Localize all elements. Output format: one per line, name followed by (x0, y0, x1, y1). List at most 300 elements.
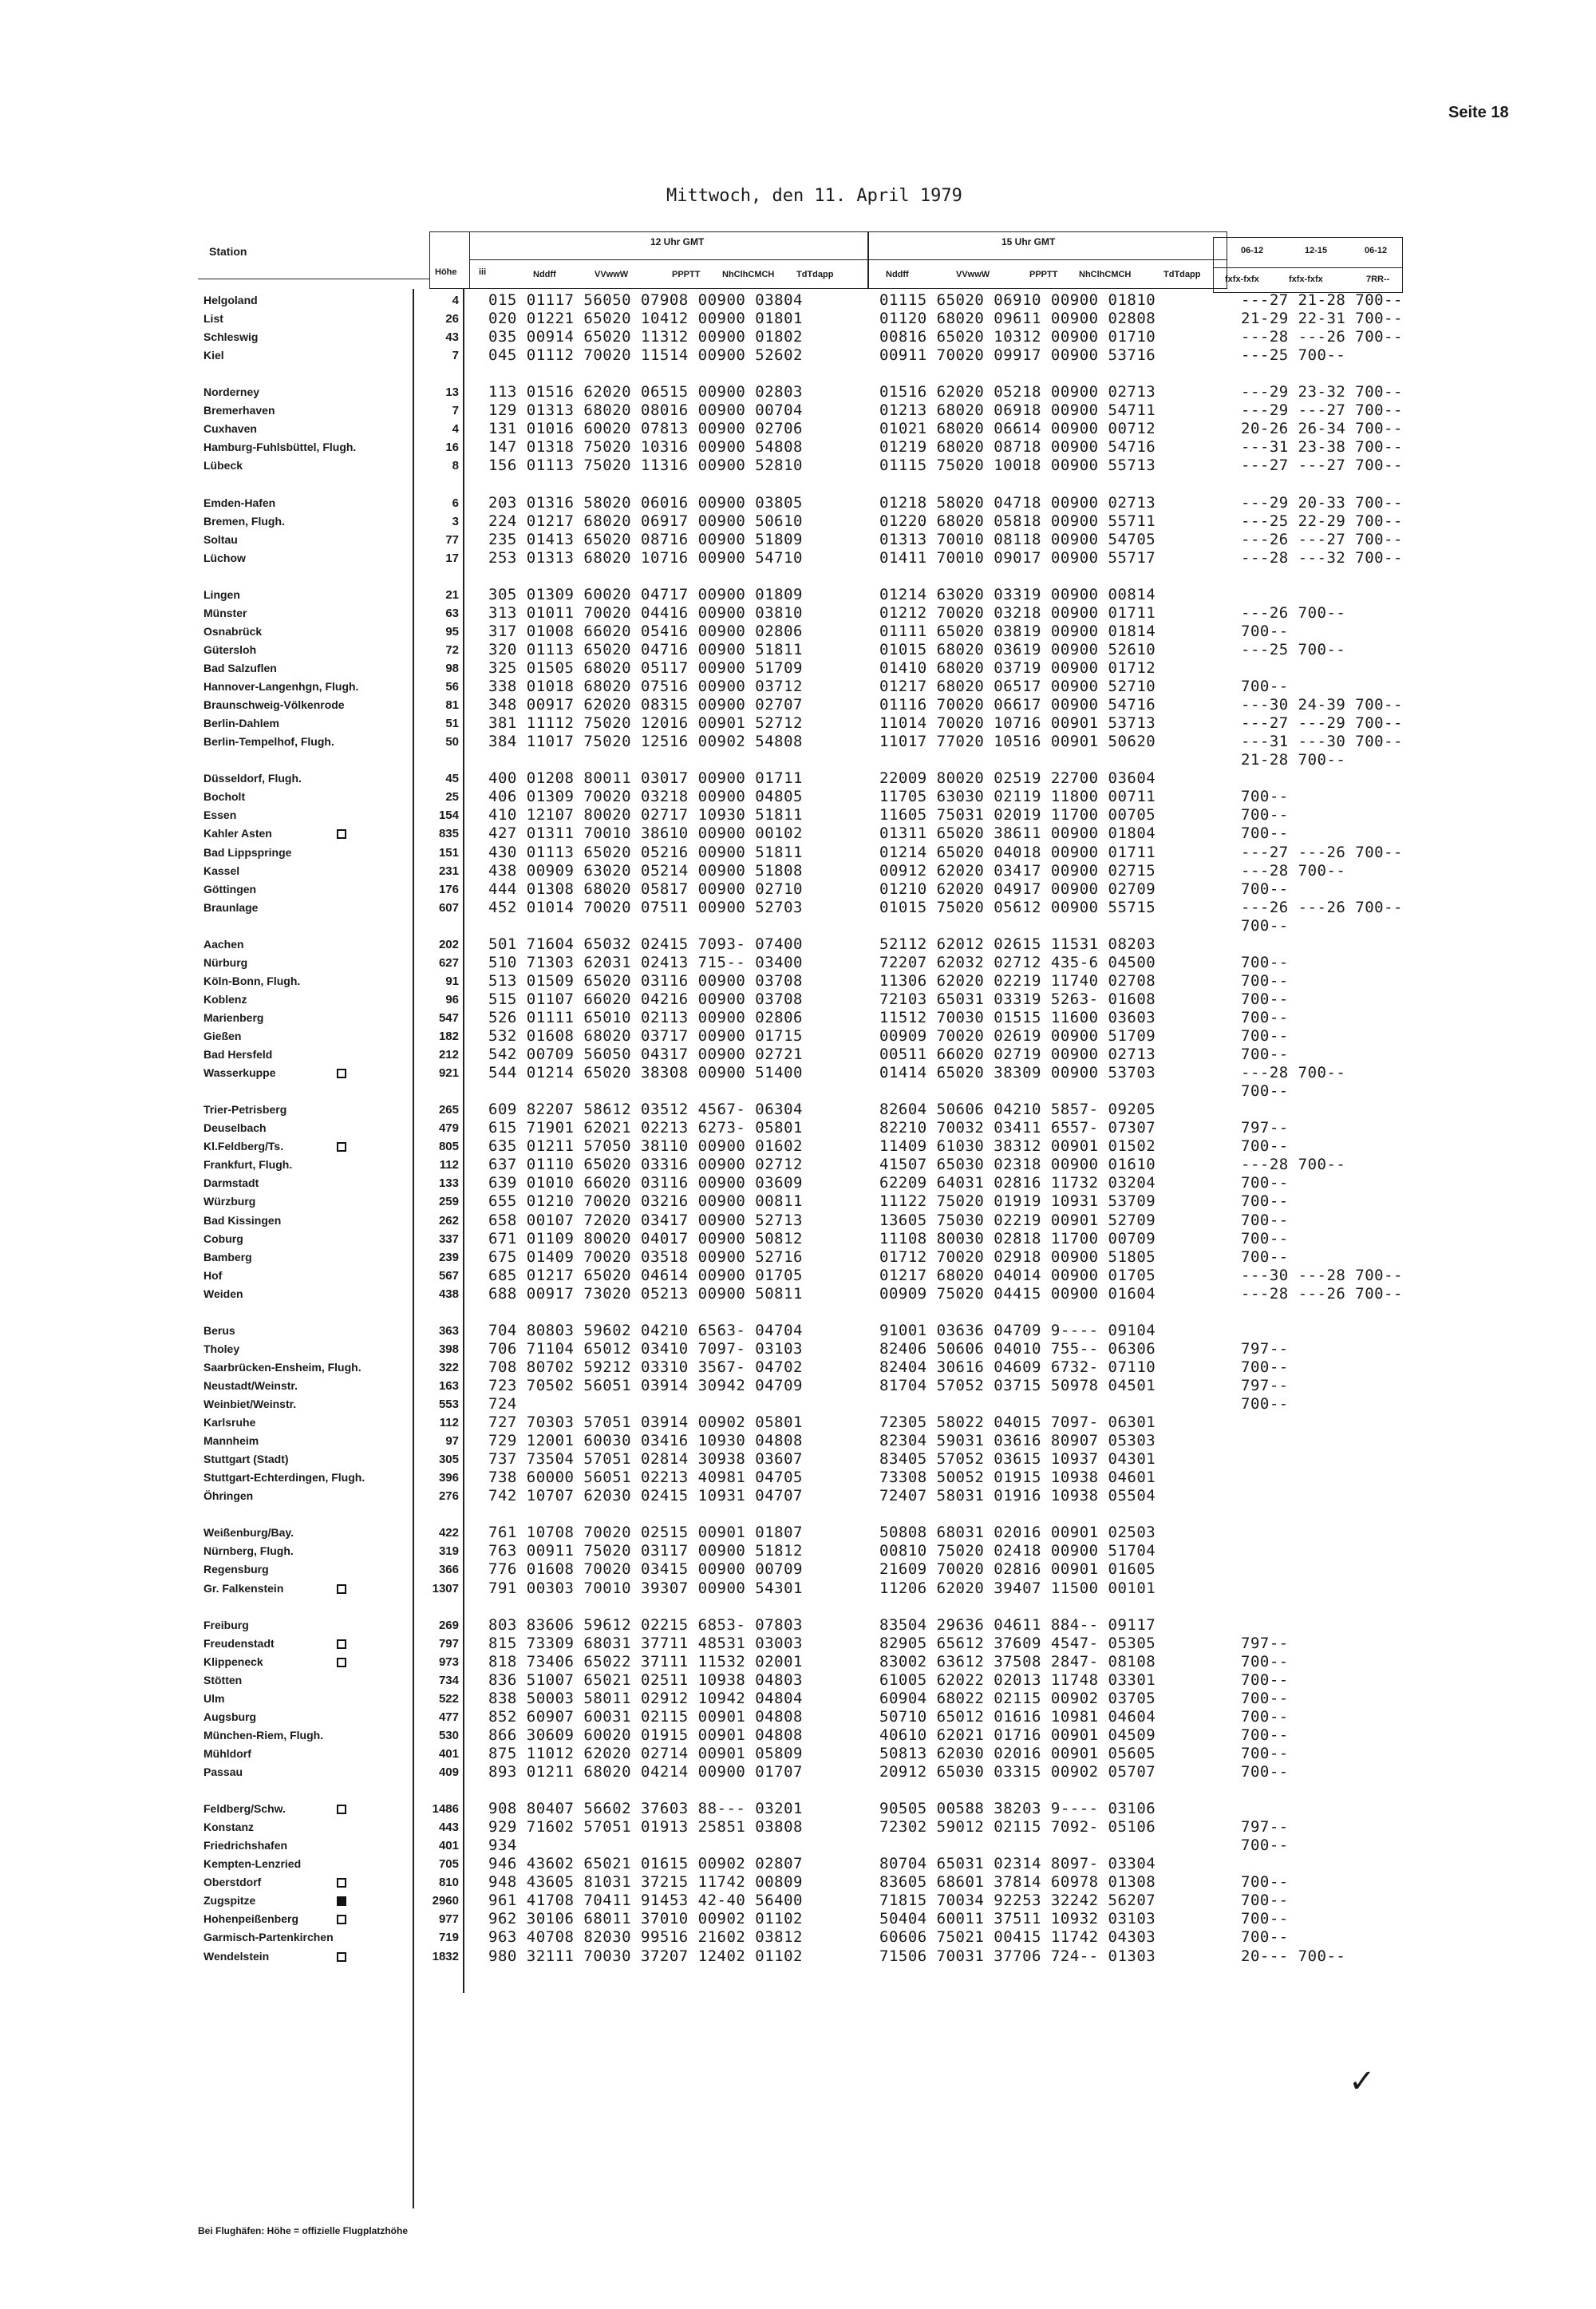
obs-15utc: 00912 62020 03417 00900 02715 (879, 861, 1156, 880)
mountain-station-marker (337, 1878, 346, 1888)
station-name: Wendelstein (203, 1949, 270, 1963)
station-height: 16 (445, 441, 459, 455)
station-height: 176 (438, 882, 459, 896)
table-row (0, 1505, 1596, 1524)
obs-15utc: 01214 65020 04018 00900 01711 (879, 843, 1156, 861)
obs-15utc: 72302 59012 02115 7092- 05106 (879, 1818, 1156, 1837)
station-name: Lingen (203, 587, 240, 601)
station-height: 627 (438, 955, 459, 970)
right-sub-2: fxfx-fxfx (1289, 275, 1323, 284)
station-name: Mannheim (203, 1434, 259, 1448)
station-name: Augsburg (203, 1710, 257, 1723)
right-col-1: 06-12 (1241, 246, 1264, 255)
station-name: Bremerhaven (203, 404, 275, 417)
obs-15utc: 00911 70020 09917 00900 53716 (879, 346, 1156, 365)
station-name: Hannover-Langenhgn, Flugh. (203, 680, 359, 694)
station-height: 977 (438, 1912, 459, 1927)
obs-12utc: 875 11012 62020 02714 00901 05809 (488, 1744, 803, 1762)
table-row (0, 788, 1596, 806)
right-col-2: 12-15 (1305, 246, 1328, 255)
obs-15utc: 50813 62030 02016 00901 05605 (879, 1744, 1156, 1762)
table-row (0, 420, 1596, 438)
extremes: ---27 ---27 700-- (1241, 457, 1403, 475)
obs-15utc: 90505 00588 38203 9---- 03106 (879, 1800, 1156, 1818)
obs-12utc: 724 (488, 1395, 517, 1413)
table-row (0, 1671, 1596, 1690)
table-row (0, 1064, 1596, 1082)
obs-15utc: 20912 65030 03315 00902 05707 (879, 1763, 1156, 1781)
station-name: Konstanz (203, 1821, 254, 1834)
station-height: 797 (438, 1636, 459, 1651)
obs-15utc: 82304 59031 03616 80907 05303 (879, 1432, 1156, 1450)
table-row (0, 659, 1596, 678)
station-height: 337 (438, 1232, 459, 1246)
table-row (0, 1947, 1596, 1966)
station-height: 366 (438, 1563, 459, 1577)
extremes: 700-- (1241, 880, 1289, 898)
table-row (0, 1432, 1596, 1450)
station-name: München-Riem, Flugh. (203, 1728, 324, 1742)
mountain-station-marker (337, 1952, 346, 1962)
mountain-station-marker (337, 1805, 346, 1814)
obs-12utc: 948 43605 81031 37215 11742 00809 (488, 1873, 803, 1892)
table-row (0, 1082, 1596, 1101)
col15-vvwww: VVwwW (956, 270, 990, 279)
date-header: Mittwoch, den 11. April 1979 (666, 186, 962, 206)
extremes: ---26 ---27 700-- (1241, 530, 1403, 548)
station-name: Weiden (203, 1287, 243, 1300)
obs-12utc: 675 01409 70020 03518 00900 52716 (488, 1247, 803, 1266)
table-row (0, 604, 1596, 623)
station-name: Braunschweig-Völkenrode (203, 698, 345, 712)
table-row (0, 1873, 1596, 1892)
station-height: 4 (452, 294, 459, 307)
obs-12utc: 325 01505 68020 05117 00900 51709 (488, 659, 803, 677)
extremes: 797-- (1241, 1376, 1289, 1394)
obs-15utc: 71506 70031 37706 724-- 01303 (879, 1947, 1156, 1965)
group12-header: 12 Uhr GMT (650, 236, 705, 247)
station-name: Kassel (203, 864, 240, 877)
station-name: Oberstdorf (203, 1876, 262, 1889)
station-height: 401 (438, 1746, 459, 1761)
station-name: Aachen (203, 937, 244, 951)
obs-12utc: 961 41708 70411 91453 42-40 56400 (488, 1892, 803, 1910)
station-height: 21 (445, 587, 459, 602)
obs-15utc: 01021 68020 06614 00900 00712 (879, 420, 1156, 438)
station-height: 212 (438, 1048, 459, 1062)
obs-15utc: 01218 58020 04718 00900 02713 (879, 493, 1156, 512)
extremes: ---28 700-- (1241, 1156, 1346, 1174)
extremes: 700-- (1241, 1211, 1289, 1229)
table-row (0, 383, 1596, 401)
obs-12utc: 156 01113 75020 11316 00900 52810 (488, 457, 803, 475)
station-name: Osnabrück (203, 624, 263, 638)
extremes: ---25 700-- (1241, 640, 1346, 658)
extremes: ---25 22-29 700-- (1241, 512, 1403, 530)
obs-15utc: 61005 62022 02013 11748 03301 (879, 1670, 1156, 1689)
station-height: 4 (452, 422, 459, 437)
page-number: Seite 18 (1448, 104, 1509, 121)
obs-12utc: 410 12107 80020 02717 10930 51811 (488, 806, 803, 824)
station-height: 231 (438, 864, 459, 878)
station-height: 8 (452, 459, 459, 473)
station-name: Freiburg (203, 1618, 249, 1631)
station-name: Stötten (203, 1673, 243, 1686)
station-name: Mühldorf (203, 1746, 251, 1760)
mountain-station-marker (337, 829, 346, 839)
station-name: Freudenstadt (203, 1636, 275, 1650)
obs-15utc: 11705 63030 02119 11800 00711 (879, 788, 1156, 806)
obs-12utc: 838 50003 58011 02912 10942 04804 (488, 1689, 803, 1707)
obs-15utc: 01115 75020 10018 00900 55713 (879, 457, 1156, 475)
station-name: Gütersloh (203, 642, 257, 656)
table-row (0, 1322, 1596, 1340)
obs-15utc: 01115 65020 06910 00900 01810 (879, 291, 1156, 309)
obs-15utc: 01219 68020 08718 00900 54716 (879, 438, 1156, 457)
extremes: 21-29 22-31 700-- (1241, 310, 1403, 328)
station-name: Bad Kissingen (203, 1213, 282, 1227)
obs-12utc: 253 01313 68020 10716 00900 54710 (488, 548, 803, 567)
obs-12utc: 803 83606 59612 02215 6853- 07803 (488, 1615, 803, 1634)
obs-15utc: 11512 70030 01515 11600 03603 (879, 1008, 1156, 1026)
station-height: 45 (445, 772, 459, 786)
obs-12utc: 045 01112 70020 11514 00900 52602 (488, 346, 803, 365)
table-row (0, 1524, 1596, 1542)
obs-15utc: 00909 75020 04415 00900 01604 (879, 1284, 1156, 1303)
obs-12utc: 946 43602 65021 01615 00902 02807 (488, 1855, 803, 1873)
table-row (0, 1009, 1596, 1027)
table-row (0, 1763, 1596, 1781)
station-name: Münster (203, 606, 247, 619)
table-row (0, 346, 1596, 365)
station-height: 921 (438, 1066, 459, 1081)
station-name: Göttingen (203, 882, 257, 896)
obs-15utc: 01410 68020 03719 00900 01712 (879, 659, 1156, 677)
obs-12utc: 430 01113 65020 05216 00900 51811 (488, 843, 803, 861)
station-name: Bad Hersfeld (203, 1048, 273, 1062)
table-row (0, 291, 1596, 310)
extremes: ---28 700-- (1241, 1064, 1346, 1082)
obs-12utc: 384 11017 75020 12516 00902 54808 (488, 733, 803, 751)
table-row (0, 696, 1596, 714)
extremes: ---27 21-28 700-- (1241, 291, 1403, 309)
extremes: 700-- (1241, 1892, 1289, 1910)
station-height: 269 (438, 1618, 459, 1632)
table-row (0, 1212, 1596, 1230)
station-name: Öhringen (203, 1489, 254, 1503)
extremes: 700-- (1241, 806, 1289, 824)
station-name: Bad Salzuflen (203, 662, 277, 674)
table-row (0, 1230, 1596, 1248)
station-height: 835 (438, 827, 459, 841)
station-height: 479 (438, 1121, 459, 1136)
obs-12utc: 980 32111 70030 37207 12402 01102 (488, 1947, 803, 1965)
obs-12utc: 542 00709 56050 04317 00900 02721 (488, 1046, 803, 1064)
obs-15utc: 01411 70010 09017 00900 55717 (879, 548, 1156, 567)
obs-12utc: 224 01217 68020 06917 00900 50610 (488, 512, 803, 530)
table-row (0, 678, 1596, 696)
obs-12utc: 305 01309 60020 04717 00900 01809 (488, 585, 803, 603)
extremes: 700-- (1241, 1726, 1289, 1744)
extremes: 700-- (1241, 1247, 1289, 1266)
table-row (0, 806, 1596, 824)
extremes: ---31 23-38 700-- (1241, 438, 1403, 457)
mountain-station-marker (337, 1142, 346, 1152)
obs-12utc: 729 12001 60030 03416 10930 04808 (488, 1432, 803, 1450)
extremes: 700-- (1241, 1229, 1289, 1247)
obs-15utc: 82604 50606 04210 5857- 09205 (879, 1101, 1156, 1119)
station-name: Ulm (203, 1691, 225, 1705)
station-height: 13 (445, 385, 459, 400)
station-name: Stuttgart (Stadt) (203, 1453, 289, 1466)
table-row (0, 567, 1596, 586)
extremes: 700-- (1241, 1027, 1289, 1045)
obs-12utc: 381 11112 75020 12016 00901 52712 (488, 714, 803, 733)
col12-nddff: Nddff (533, 270, 556, 279)
station-name: Bremen, Flugh. (203, 514, 285, 528)
station-name: Lüchow (203, 551, 246, 564)
obs-12utc: 131 01016 60020 07813 00900 02706 (488, 420, 803, 438)
obs-12utc: 515 01107 66020 04216 00900 03708 (488, 990, 803, 1008)
obs-12utc: 727 70303 57051 03914 00902 05801 (488, 1413, 803, 1432)
obs-12utc: 908 80407 56602 37603 88--- 03201 (488, 1800, 803, 1818)
col12-tdtdapp: TdTdapp (796, 270, 834, 279)
obs-15utc: 01313 70010 08118 00900 54705 (879, 530, 1156, 548)
station-height: 973 (438, 1655, 459, 1669)
obs-15utc: 82404 30616 04609 6732- 07110 (879, 1358, 1156, 1376)
table-row (0, 1598, 1596, 1616)
mountain-station-marker (337, 1896, 346, 1906)
table-row (0, 1413, 1596, 1432)
extremes: 797-- (1241, 1634, 1289, 1652)
table-row (0, 512, 1596, 531)
obs-15utc: 50808 68031 02016 00901 02503 (879, 1524, 1156, 1542)
station-name: Kl.Feldberg/Ts. (203, 1140, 284, 1153)
obs-12utc: 444 01308 68020 05817 00900 02710 (488, 880, 803, 898)
extremes: 700-- (1241, 1046, 1289, 1064)
table-row (0, 1487, 1596, 1505)
obs-15utc: 81704 57052 03715 50978 04501 (879, 1376, 1156, 1394)
obs-12utc: 815 73309 68031 37711 48531 03003 (488, 1634, 803, 1652)
station-height: 26 (445, 312, 459, 326)
station-name: Wasserkuppe (203, 1066, 276, 1080)
station-name: Weinbiet/Weinstr. (203, 1398, 297, 1410)
table-row (0, 844, 1596, 862)
obs-15utc: 01217 68020 04014 00900 01705 (879, 1266, 1156, 1284)
obs-12utc: 776 01608 70020 03415 00900 00709 (488, 1560, 803, 1579)
station-height: 17 (445, 551, 459, 565)
obs-12utc: 406 01309 70020 03218 00900 04805 (488, 788, 803, 806)
station-name: Berlin-Tempelhof, Flugh. (203, 735, 334, 749)
table-row (0, 1450, 1596, 1469)
station-name: Kempten-Lenzried (203, 1857, 302, 1871)
obs-15utc: 00511 66020 02719 00900 02713 (879, 1046, 1156, 1064)
station-height: 202 (438, 937, 459, 951)
station-name: Kahler Asten (203, 827, 272, 840)
obs-12utc: 313 01011 70020 04416 00900 03810 (488, 603, 803, 622)
table-row (0, 917, 1596, 935)
extremes: 700-- (1241, 1689, 1289, 1707)
extremes: ---26 ---26 700-- (1241, 898, 1403, 916)
table-row (0, 1635, 1596, 1653)
obs-15utc: 01220 68020 05818 00900 55711 (879, 512, 1156, 530)
station-height: 97 (445, 1434, 459, 1449)
extremes: 700-- (1241, 1763, 1289, 1781)
extremes: 700-- (1241, 1928, 1289, 1947)
station-height: 25 (445, 790, 459, 805)
obs-12utc: 615 71901 62021 02213 6273- 05801 (488, 1119, 803, 1137)
station-name: Saarbrücken-Ensheim, Flugh. (203, 1360, 361, 1374)
obs-15utc: 13605 75030 02219 00901 52709 (879, 1211, 1156, 1229)
table-row (0, 438, 1596, 457)
station-name: Kiel (203, 349, 224, 362)
station-name: Emden-Hafen (203, 496, 276, 509)
station-height: 705 (438, 1857, 459, 1872)
obs-12utc: 742 10707 62030 02415 10931 04707 (488, 1487, 803, 1505)
obs-15utc: 01712 70020 02918 00900 51805 (879, 1247, 1156, 1266)
extremes: ---28 ---26 700-- (1241, 1284, 1403, 1303)
obs-15utc: 01120 68020 09611 00900 02808 (879, 310, 1156, 328)
station-name: Düsseldorf, Flugh. (203, 772, 302, 785)
station-height: 276 (438, 1489, 459, 1504)
table-row (0, 1192, 1596, 1211)
extremes: 700-- (1241, 1358, 1289, 1376)
station-height: 51 (445, 717, 459, 731)
obs-12utc: 452 01014 70020 07511 00900 52703 (488, 898, 803, 916)
table-row (0, 641, 1596, 659)
obs-15utc: 01213 68020 06918 00900 54711 (879, 401, 1156, 420)
obs-12utc: 763 00911 75020 03117 00900 51812 (488, 1542, 803, 1560)
station-height: 7 (452, 404, 459, 418)
station-height: 72 (445, 642, 459, 657)
station-height: 398 (438, 1342, 459, 1356)
station-name: Hamburg-Fuhlsbüttel, Flugh. (203, 441, 357, 454)
obs-12utc: 526 01111 65010 02113 00900 02806 (488, 1008, 803, 1026)
table-row (0, 1708, 1596, 1726)
station-height: 719 (438, 1931, 459, 1945)
station-height: 50 (445, 735, 459, 749)
station-height: 265 (438, 1103, 459, 1117)
obs-15utc: 01210 62020 04917 00900 02709 (879, 880, 1156, 898)
obs-15utc: 72103 65031 03319 5263- 01608 (879, 990, 1156, 1008)
obs-12utc: 737 73504 57051 02814 30938 03607 (488, 1450, 803, 1469)
station-height: 56 (445, 680, 459, 694)
table-row (0, 1910, 1596, 1928)
table-row (0, 1892, 1596, 1910)
station-name: Bad Lippspringe (203, 845, 292, 859)
station-height: 112 (439, 1158, 459, 1172)
station-height: 1486 (432, 1802, 459, 1817)
station-height: 259 (438, 1195, 459, 1209)
station-height: 305 (438, 1453, 459, 1467)
obs-15utc: 71815 70034 92253 32242 56207 (879, 1892, 1156, 1910)
station-name: List (203, 312, 223, 326)
station-height: 409 (438, 1765, 459, 1779)
group15-header: 15 Uhr GMT (1001, 236, 1056, 247)
extremes: ---27 ---26 700-- (1241, 843, 1403, 861)
station-name: Stuttgart-Echterdingen, Flugh. (203, 1471, 365, 1485)
col12-ppptt: PPPTT (672, 270, 701, 279)
obs-15utc: 82210 70032 03411 6557- 07307 (879, 1119, 1156, 1137)
station-name: Klippeneck (203, 1655, 263, 1668)
station-name: Coburg (203, 1232, 243, 1245)
extremes: 700-- (1241, 788, 1289, 806)
obs-12utc: 934 (488, 1837, 517, 1855)
obs-12utc: 639 01010 66020 03116 00900 03609 (488, 1174, 803, 1192)
extremes: ---29 ---27 700-- (1241, 401, 1403, 420)
table-row (0, 1340, 1596, 1358)
extremes: 700-- (1241, 1192, 1289, 1211)
obs-12utc: 635 01211 57050 38110 00900 01602 (488, 1137, 803, 1156)
extremes: 700-- (1241, 622, 1289, 640)
station-name: Darmstadt (203, 1176, 259, 1190)
table-row (0, 899, 1596, 917)
obs-12utc: 348 00917 62020 08315 00900 02707 (488, 696, 803, 714)
obs-15utc: 50710 65012 01616 10981 04604 (879, 1707, 1156, 1726)
station-name: Frankfurt, Flugh. (203, 1158, 293, 1172)
obs-15utc: 60606 75021 00415 11742 04303 (879, 1928, 1156, 1947)
station-name: Nürburg (203, 955, 248, 969)
station-height: 91 (445, 974, 459, 988)
station-height: 734 (438, 1673, 459, 1687)
obs-12utc: 963 40708 82030 99516 21602 03812 (488, 1928, 803, 1947)
extremes: 20--- 700-- (1241, 1947, 1346, 1965)
obs-12utc: 532 01608 68020 03717 00900 01715 (488, 1027, 803, 1045)
mountain-station-marker (337, 1069, 346, 1078)
table-row (0, 972, 1596, 990)
obs-15utc: 60904 68022 02115 00902 03705 (879, 1689, 1156, 1707)
extremes: 700-- (1241, 1174, 1289, 1192)
station-height: 530 (438, 1728, 459, 1742)
obs-12utc: 761 10708 70020 02515 00901 01807 (488, 1524, 803, 1542)
table-row (0, 1119, 1596, 1137)
obs-12utc: 020 01221 65020 10412 00900 01801 (488, 310, 803, 328)
obs-15utc: 80704 65031 02314 8097- 03304 (879, 1855, 1156, 1873)
check-mark: ✓ (1349, 2064, 1376, 2099)
station-name: Zugspitze (203, 1894, 256, 1908)
extremes: 700-- (1241, 953, 1289, 971)
table-row (0, 1303, 1596, 1322)
station-name: Trier-Petrisberg (203, 1103, 287, 1117)
station-height: 322 (438, 1360, 459, 1374)
obs-15utc: 21609 70020 02816 00901 01605 (879, 1560, 1156, 1579)
station-height: 1832 (432, 1949, 459, 1963)
table-row (0, 1616, 1596, 1635)
obs-15utc: 01111 65020 03819 00900 01814 (879, 622, 1156, 640)
extremes: 700-- (1241, 1395, 1289, 1413)
extremes: 700-- (1241, 678, 1289, 696)
station-height: 2960 (432, 1894, 459, 1908)
obs-15utc: 22009 80020 02519 22700 03604 (879, 769, 1156, 788)
col15-tdtdapp: TdTdapp (1163, 270, 1201, 279)
obs-15utc: 00909 70020 02619 00900 51709 (879, 1027, 1156, 1045)
table-row (0, 1267, 1596, 1285)
station-height: 43 (445, 330, 459, 345)
table-row (0, 1469, 1596, 1487)
station-name: Neustadt/Weinstr. (203, 1378, 298, 1392)
obs-12utc: 400 01208 80011 03017 00900 01711 (488, 769, 803, 788)
obs-12utc: 962 30106 68011 37010 00902 01102 (488, 1910, 803, 1928)
station-name: Gr. Falkenstein (203, 1581, 284, 1595)
obs-15utc: 01116 70020 06617 00900 54716 (879, 696, 1156, 714)
station-height: 3 (452, 514, 459, 528)
obs-12utc: 609 82207 58612 03512 4567- 06304 (488, 1101, 803, 1119)
obs-12utc: 113 01516 62020 06515 00900 02803 (488, 383, 803, 401)
station-name: Hohenpeißenberg (203, 1912, 299, 1926)
station-name: Koblenz (203, 992, 247, 1006)
station-name: Köln-Bonn, Flugh. (203, 974, 301, 987)
obs-15utc: 40610 62021 01716 00901 04509 (879, 1726, 1156, 1744)
